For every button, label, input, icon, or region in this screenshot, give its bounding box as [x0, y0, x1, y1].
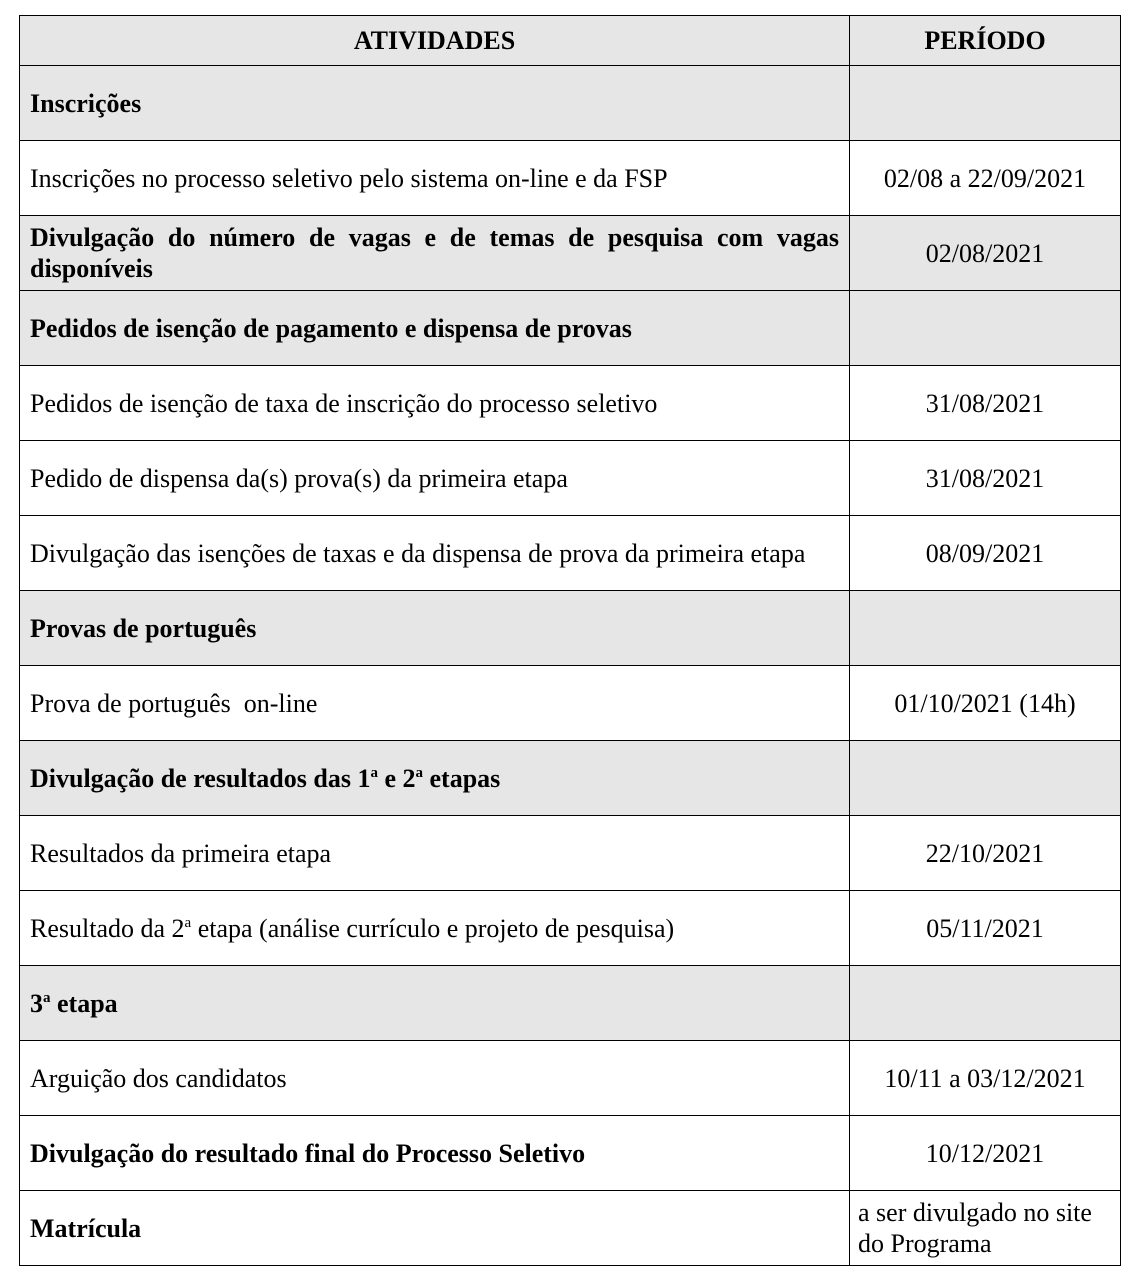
activity-cell: Inscrições: [20, 66, 850, 141]
table-row: [20, 591, 1121, 666]
table-row: [20, 516, 1121, 591]
table-row: [20, 366, 1121, 441]
header-period: PERÍODO: [850, 16, 1121, 66]
period-cell: 02/08 a 22/09/2021: [850, 141, 1121, 216]
table-row: [20, 741, 1121, 816]
table-row: [20, 816, 1121, 891]
table-row: [20, 291, 1121, 366]
activity-cell: Resultado da 2$^a$ etapa (análise currículo e projeto de pesquisa): [20, 891, 850, 966]
period-cell: 22/10/2021: [850, 816, 1121, 891]
activity-cell: Divulgação do resultado final do Processo Seletivo: [20, 1116, 850, 1191]
activity-cell: Pedidos de isenção de pagamento e dispensa de provas: [20, 291, 850, 366]
activity-cell: Provas de português: [20, 591, 850, 666]
activity-cell: Pedidos de isenção de taxa de inscrição do processo seletivo: [20, 366, 850, 441]
activity-cell: Divulgação de resultados das 1$^a$ e 2$^a$ etapas: [20, 741, 850, 816]
table-header-row: [20, 16, 1121, 66]
table-row: [20, 666, 1121, 741]
period-cell: 10/11 a 03/12/2021: [850, 1041, 1121, 1116]
table-row: [20, 1116, 1121, 1191]
period-cell: 31/08/2021: [850, 366, 1121, 441]
period-cell: 31/08/2021: [850, 441, 1121, 516]
header-activities: ATIVIDADES: [20, 16, 850, 66]
activity-cell: Divulgação das isenções de taxas e da dispensa de prova da primeira etapa: [20, 516, 850, 591]
table-row: [20, 216, 1121, 291]
activity-cell: Arguição dos candidatos: [20, 1041, 850, 1116]
period-cell: 08/09/2021: [850, 516, 1121, 591]
schedule-table: [19, 15, 1121, 1266]
table-row: [20, 966, 1121, 1041]
period-cell: [850, 741, 1121, 816]
table-row: [20, 1041, 1121, 1116]
activity-cell: Pedido de dispensa da(s) prova(s) da primeira etapa: [20, 441, 850, 516]
period-cell: 05/11/2021: [850, 891, 1121, 966]
period-cell: [850, 291, 1121, 366]
period-cell: [850, 966, 1121, 1041]
activity-cell: Matrícula: [20, 1191, 850, 1266]
activity-cell: Divulgação do número de vagas e de temas de pesquisa com vagas disponíveis: [20, 216, 850, 291]
activity-cell: Prova de português on-line: [20, 666, 850, 741]
period-cell: 02/08/2021: [850, 216, 1121, 291]
table-row: [20, 141, 1121, 216]
table-row: [20, 1191, 1121, 1266]
activity-cell: Resultados da primeira etapa: [20, 816, 850, 891]
period-cell: [850, 66, 1121, 141]
period-cell: [850, 591, 1121, 666]
table-row: [20, 66, 1121, 141]
table-row: [20, 891, 1121, 966]
period-cell: 01/10/2021 (14h): [850, 666, 1121, 741]
activity-cell: Inscrições no processo seletivo pelo sistema on-line e da FSP: [20, 141, 850, 216]
period-cell: a ser divulgado no site do Programa: [850, 1191, 1121, 1266]
table-row: [20, 441, 1121, 516]
period-cell: 10/12/2021: [850, 1116, 1121, 1191]
activity-cell: 3$^a$ etapa: [20, 966, 850, 1041]
